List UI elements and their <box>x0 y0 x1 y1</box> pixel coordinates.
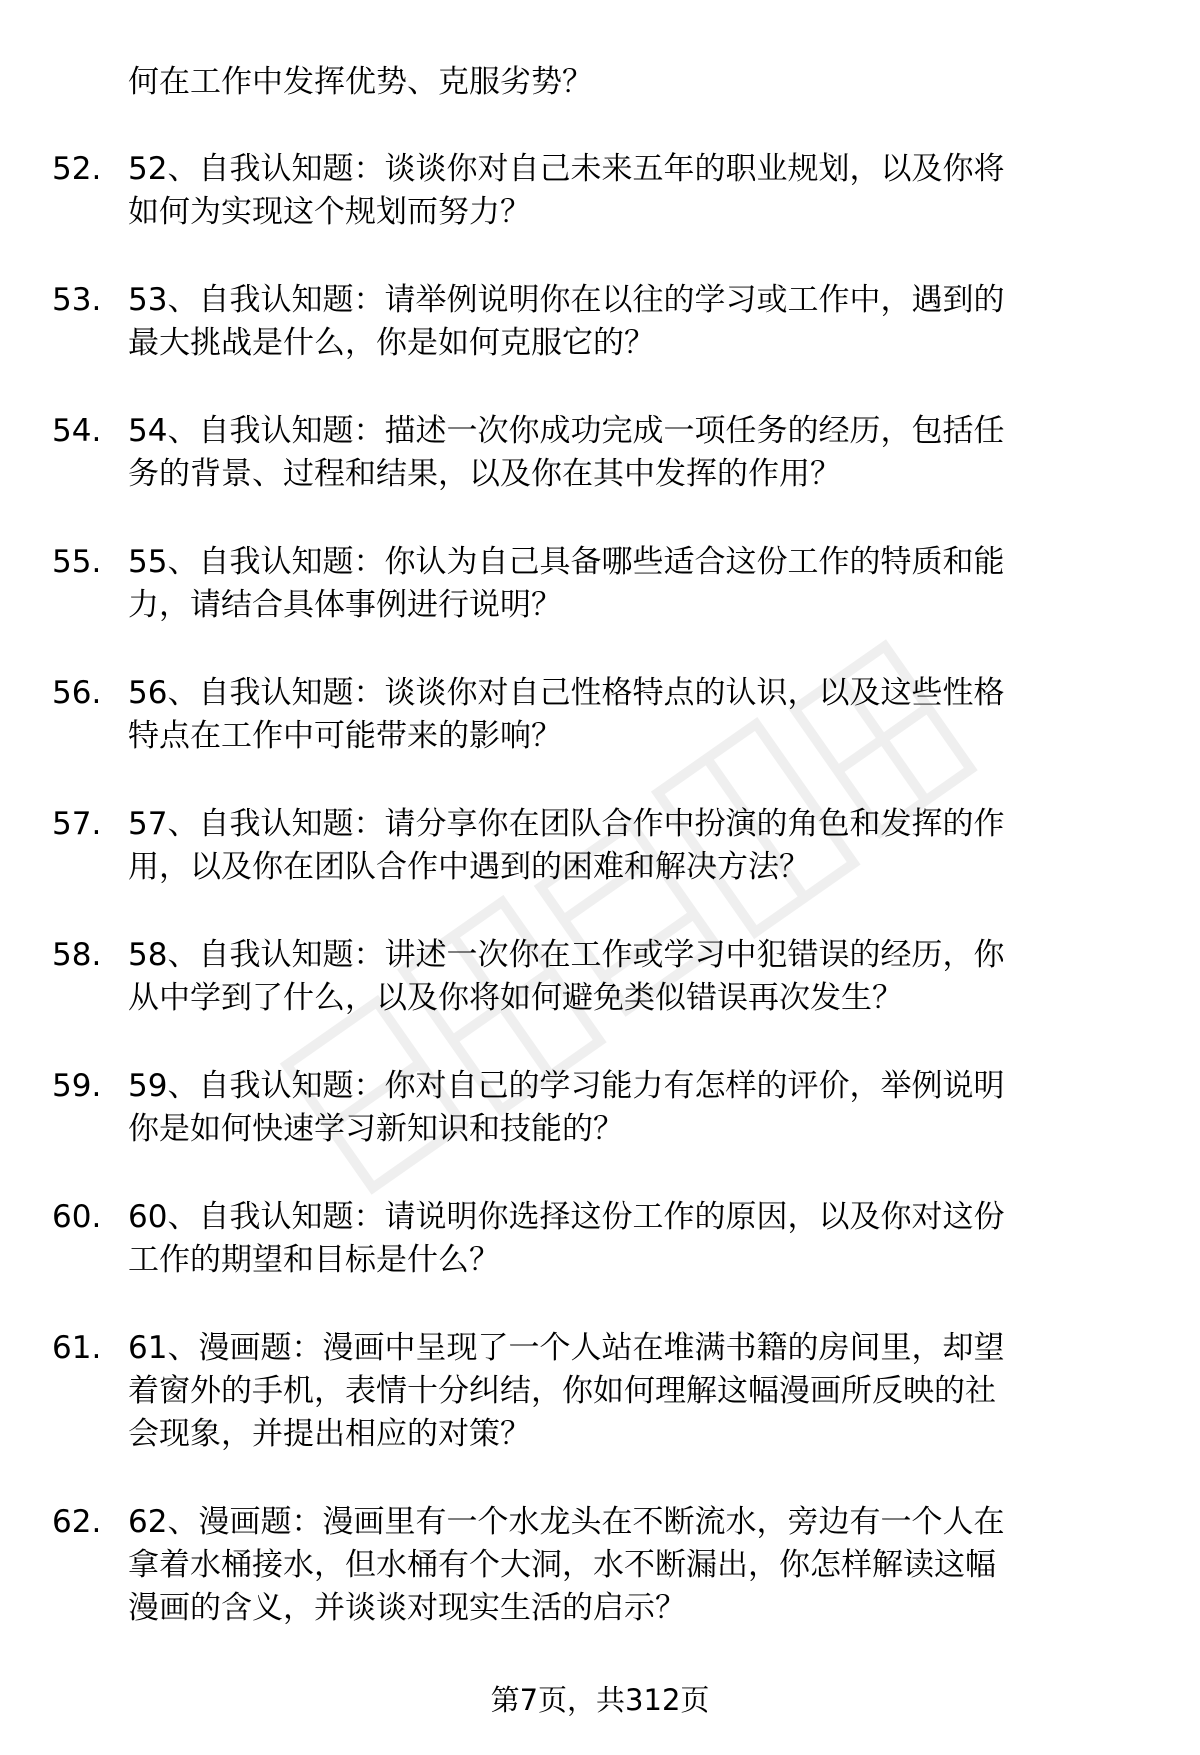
question-number: 55. <box>52 544 102 580</box>
question-text-line: 力，请结合具体事例进行说明？ <box>128 587 562 623</box>
question-text <box>128 279 1148 365</box>
question-number: 52. <box>52 151 102 187</box>
question-item <box>0 1196 1200 1282</box>
question-item <box>0 803 1200 889</box>
question-text <box>128 1065 1148 1151</box>
page-footer: 第7页，共312页 <box>490 1683 710 1717</box>
question-number: 58. <box>52 937 102 973</box>
question-item <box>0 541 1200 627</box>
question-text <box>128 1196 1148 1282</box>
question-text-line: 56、自我认知题：谈谈你对自己性格特点的认识，以及这些性格 <box>128 675 1005 711</box>
question-text <box>128 541 1148 627</box>
question-text <box>128 1327 1148 1456</box>
question-text-line: 你是如何快速学习新知识和技能的？ <box>128 1111 624 1147</box>
question-number: 57. <box>52 806 102 842</box>
question-text-line: 如何为实现这个规划而努力？ <box>128 194 531 230</box>
question-text-line: 漫画的含义，并谈谈对现实生活的启示？ <box>128 1590 686 1626</box>
question-text-line: 61、漫画题：漫画中呈现了一个人站在堆满书籍的房间里，却望 <box>128 1330 1005 1366</box>
question-text-line: 52、自我认知题：谈谈你对自己未来五年的职业规划，以及你将 <box>128 151 1005 187</box>
question-text-line: 59、自我认知题：你对自己的学习能力有怎样的评价，举例说明 <box>128 1068 1005 1104</box>
question-item <box>0 279 1200 365</box>
question-number: 60. <box>52 1199 102 1235</box>
continued-question-text: 何在工作中发挥优势、克服劣势？ <box>128 64 593 100</box>
question-text-line: 54、自我认知题：描述一次你成功完成一项任务的经历，包括任 <box>128 413 1005 449</box>
question-number: 54. <box>52 413 102 449</box>
question-item <box>0 410 1200 496</box>
question-item <box>0 934 1200 1020</box>
question-text <box>128 803 1148 889</box>
question-text-line: 57、自我认知题：请分享你在团队合作中扮演的角色和发挥的作 <box>128 806 1005 842</box>
question-text-line: 特点在工作中可能带来的影响？ <box>128 718 562 754</box>
question-text <box>128 410 1148 496</box>
question-text-line: 用，以及你在团队合作中遇到的困难和解决方法？ <box>128 849 810 885</box>
question-text-line: 53、自我认知题：请举例说明你在以往的学习或工作中，遇到的 <box>128 282 1005 318</box>
question-number: 59. <box>52 1068 102 1104</box>
question-text-line: 务的背景、过程和结果，以及你在其中发挥的作用？ <box>128 456 841 492</box>
question-text-line: 60、自我认知题：请说明你选择这份工作的原因，以及你对这份 <box>128 1199 1005 1235</box>
question-list <box>0 148 1200 1675</box>
question-text-line: 会现象，并提出相应的对策？ <box>128 1416 531 1452</box>
question-text-line: 工作的期望和目标是什么？ <box>128 1242 500 1278</box>
question-text-line: 62、漫画题：漫画里有一个水龙头在不断流水，旁边有一个人在 <box>128 1504 1005 1540</box>
question-text-line: 从中学到了什么，以及你将如何避免类似错误再次发生？ <box>128 980 903 1016</box>
question-item <box>0 1065 1200 1151</box>
question-text-line: 58、自我认知题：讲述一次你在工作或学习中犯错误的经历，你 <box>128 937 1005 973</box>
question-item <box>0 1327 1200 1456</box>
question-text-line: 拿着水桶接水，但水桶有个大洞，水不断漏出，你怎样解读这幅 <box>128 1547 996 1583</box>
question-text-line: 最大挑战是什么，你是如何克服它的？ <box>128 325 655 361</box>
question-text <box>128 1501 1148 1630</box>
question-text-line: 着窗外的手机，表情十分纠结，你如何理解这幅漫画所反映的社 <box>128 1373 996 1409</box>
question-item <box>0 1501 1200 1630</box>
question-text <box>128 148 1148 234</box>
question-item <box>0 672 1200 758</box>
question-number: 62. <box>52 1504 102 1540</box>
question-text <box>128 934 1148 1020</box>
question-item <box>0 148 1200 234</box>
question-number: 61. <box>52 1330 102 1366</box>
question-text <box>128 672 1148 758</box>
question-number: 53. <box>52 282 102 318</box>
question-number: 56. <box>52 675 102 711</box>
question-text-line: 55、自我认知题：你认为自己具备哪些适合这份工作的特质和能 <box>128 544 1005 580</box>
